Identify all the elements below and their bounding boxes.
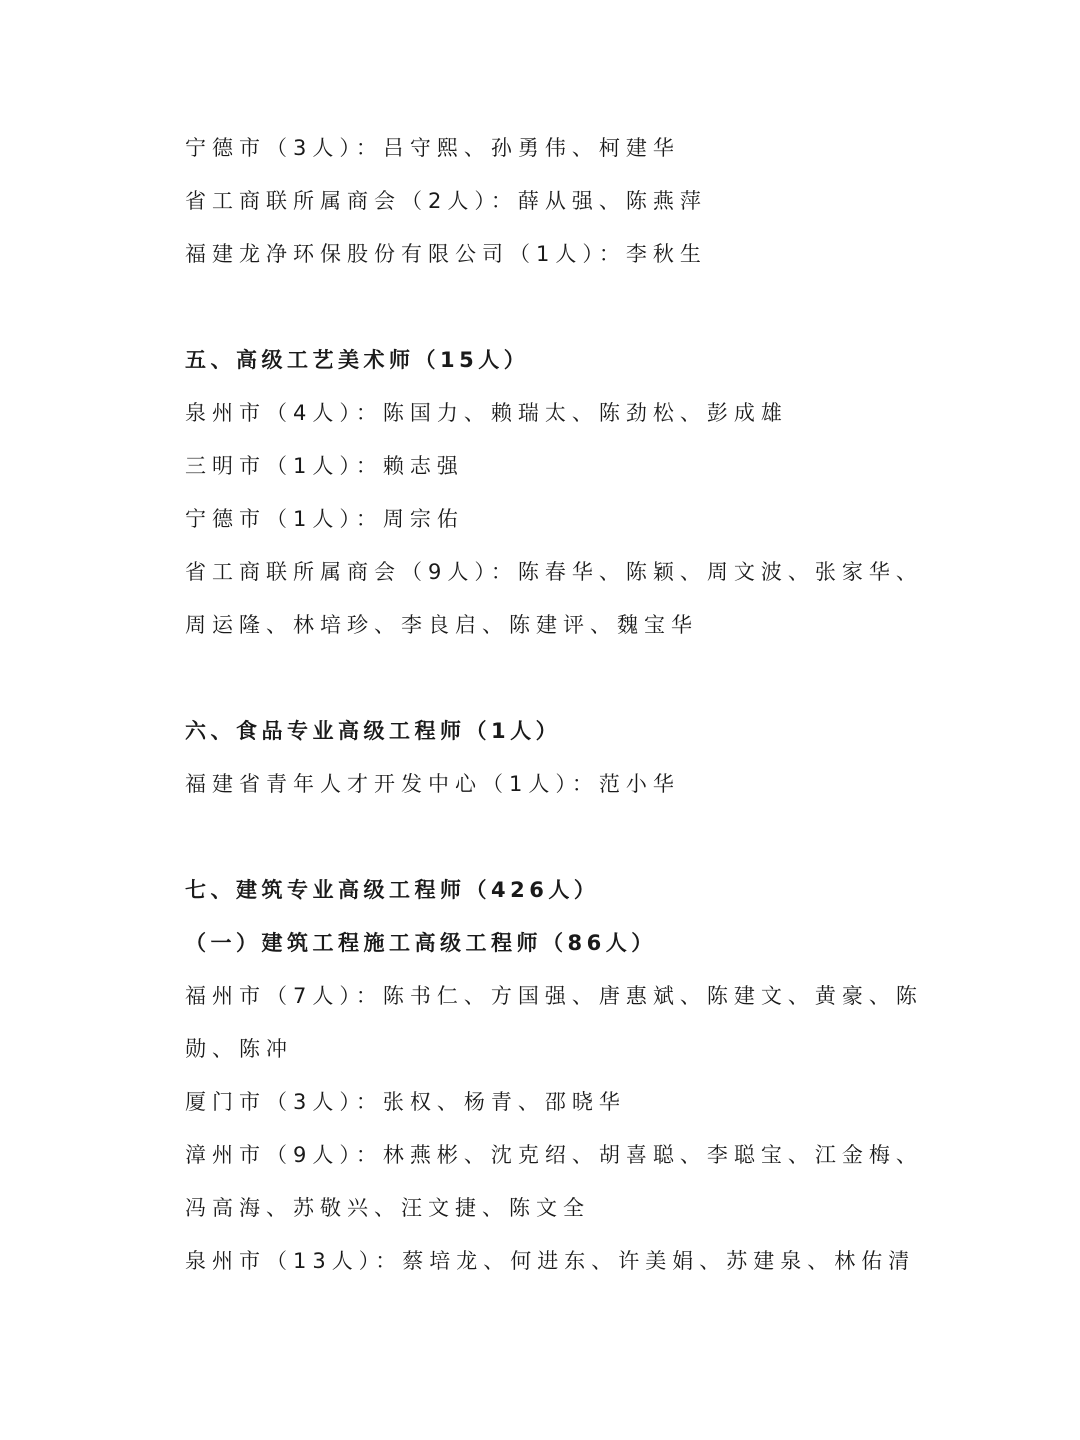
- text-line: 漳州市（9人）：林燕彬、沈克绍、胡喜聪、李聪宝、江金梅、: [185, 1143, 923, 1167]
- text-line: 三明市（1人）：赖志强: [185, 454, 464, 478]
- section-heading: 六、食品专业高级工程师（1人）: [185, 719, 562, 743]
- section-heading: 五、高级工艺美术师（15人）: [185, 348, 530, 372]
- section-heading: 七、建筑专业高级工程师（426人）: [185, 878, 600, 902]
- text-line: 勋、陈冲: [185, 1037, 293, 1061]
- text-line: 福建省青年人才开发中心（1人）：范小华: [185, 772, 680, 796]
- section-spacer: [185, 652, 905, 705]
- text-line: 泉州市（4人）：陈国力、赖瑞太、陈劲松、彭成雄: [185, 401, 788, 425]
- document-body: [185, 122, 923, 1288]
- text-line: 省工商联所属商会（2人）：薛从强、陈燕萍: [185, 189, 707, 213]
- text-line: 福建龙净环保股份有限公司（1人）：李秋生: [185, 242, 707, 266]
- section-spacer: [185, 281, 905, 334]
- text-line: 厦门市（3人）：张权、杨青、邵晓华: [185, 1090, 626, 1114]
- text-line: 泉州市（13人）：蔡培龙、何进东、许美娟、苏建泉、林佑清: [185, 1249, 916, 1273]
- text-line: 冯高海、苏敬兴、汪文捷、陈文全: [185, 1196, 590, 1220]
- subsection-heading: （一）建筑工程施工高级工程师（86人）: [185, 931, 657, 955]
- text-line: 宁德市（3人）：吕守熙、孙勇伟、柯建华: [185, 136, 680, 160]
- text-line: 周运隆、林培珍、李良启、陈建评、魏宝华: [185, 613, 698, 637]
- text-line: 省工商联所属商会（9人）：陈春华、陈颖、周文波、张家华、: [185, 560, 923, 584]
- text-line: 宁德市（1人）：周宗佑: [185, 507, 464, 531]
- section-spacer: [185, 811, 905, 864]
- text-line: 福州市（7人）：陈书仁、方国强、唐惠斌、陈建文、黄豪、陈: [185, 984, 923, 1008]
